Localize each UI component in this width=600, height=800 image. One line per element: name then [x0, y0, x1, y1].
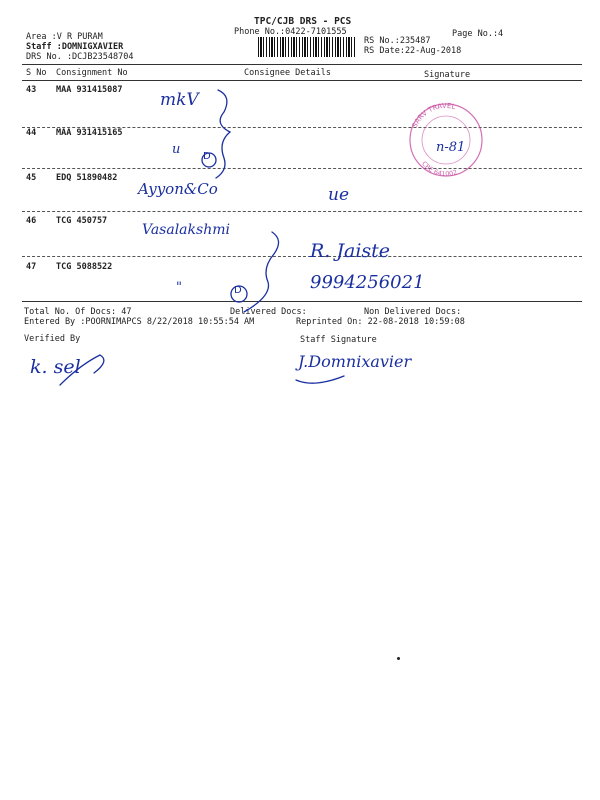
circled-letter: D	[203, 151, 211, 162]
verified-by-label: Verified By	[24, 334, 81, 344]
non-delivered-docs: Non Delivered Docs:	[364, 307, 462, 317]
row-consignment: MAA 931415165	[56, 128, 123, 138]
col-consignment: Consignment No	[56, 68, 128, 78]
col-signature: Signature	[424, 70, 471, 80]
col-sno: S No	[26, 68, 47, 78]
staff-flourish	[296, 376, 344, 383]
document-title: TPC/CJB DRS - PCS	[254, 16, 352, 27]
handwriting-row47-phone: 9994256021	[310, 272, 425, 293]
handwriting-row47-mark: "	[176, 280, 182, 295]
brace-mark	[216, 90, 230, 178]
speck-dot	[397, 657, 400, 660]
reprinted-on: Reprinted On: 22-08-2018 10:59:08	[296, 317, 465, 327]
stamp-text-bottom: CBE 641002	[420, 159, 459, 179]
area-label: Area :V R PURAM	[26, 32, 103, 42]
circled-letter: D	[234, 285, 242, 296]
stamp-text-2	[420, 160, 458, 178]
col-consignee: Consignee Details	[244, 68, 331, 78]
entered-by: Entered By :POORNIMAPCS 8/22/2018 10:55:54 AM	[24, 317, 255, 327]
drs-number: DRS No. :DCJB23548704	[26, 52, 134, 62]
row-sno: 44	[26, 128, 37, 138]
handwriting-row43: mkV	[160, 90, 199, 110]
row-consignment: MAA 931415087	[56, 85, 123, 95]
row-sno: 47	[26, 262, 37, 272]
row-consignment: TCG 450757	[56, 216, 108, 226]
row-sno: 46	[26, 216, 37, 226]
handwriting-row45-name: Ayyon&Co	[138, 180, 218, 198]
staff-signature-label: Staff Signature	[300, 335, 377, 345]
total-docs: Total No. Of Docs: 47	[24, 307, 132, 317]
row-consignment: TCG 5088522	[56, 262, 113, 272]
rs-date: RS Date:22-Aug-2018	[364, 46, 462, 56]
row-consignment: EDQ 51890482	[56, 173, 118, 183]
staff-signature: J.Domnixavier	[298, 352, 412, 371]
staff-label: Staff :DOMNIGXAVIER	[26, 42, 124, 52]
stamp-text-top: SARV TRAVEL	[410, 101, 457, 130]
handwriting-row46-name: Vasalakshmi	[142, 222, 230, 238]
stamp-handwriting: n-81	[436, 140, 466, 155]
brace-mark	[244, 232, 279, 312]
handwriting-row44: u	[172, 142, 181, 157]
phone-number: Phone No.:0422-7101555	[234, 27, 347, 37]
row-sno: 45	[26, 173, 37, 183]
handwriting-row45-sign: ue	[328, 185, 350, 205]
delivered-docs: Delivered Docs:	[230, 307, 307, 317]
handwriting-row46-sign: R. Jaiste	[310, 240, 391, 262]
rs-number: RS No.:235487	[364, 36, 431, 46]
page-number: Page No.:4	[452, 29, 504, 39]
stamp-text	[411, 102, 457, 129]
row-sno: 43	[26, 85, 37, 95]
verifier-signature: k. sel	[30, 356, 81, 378]
